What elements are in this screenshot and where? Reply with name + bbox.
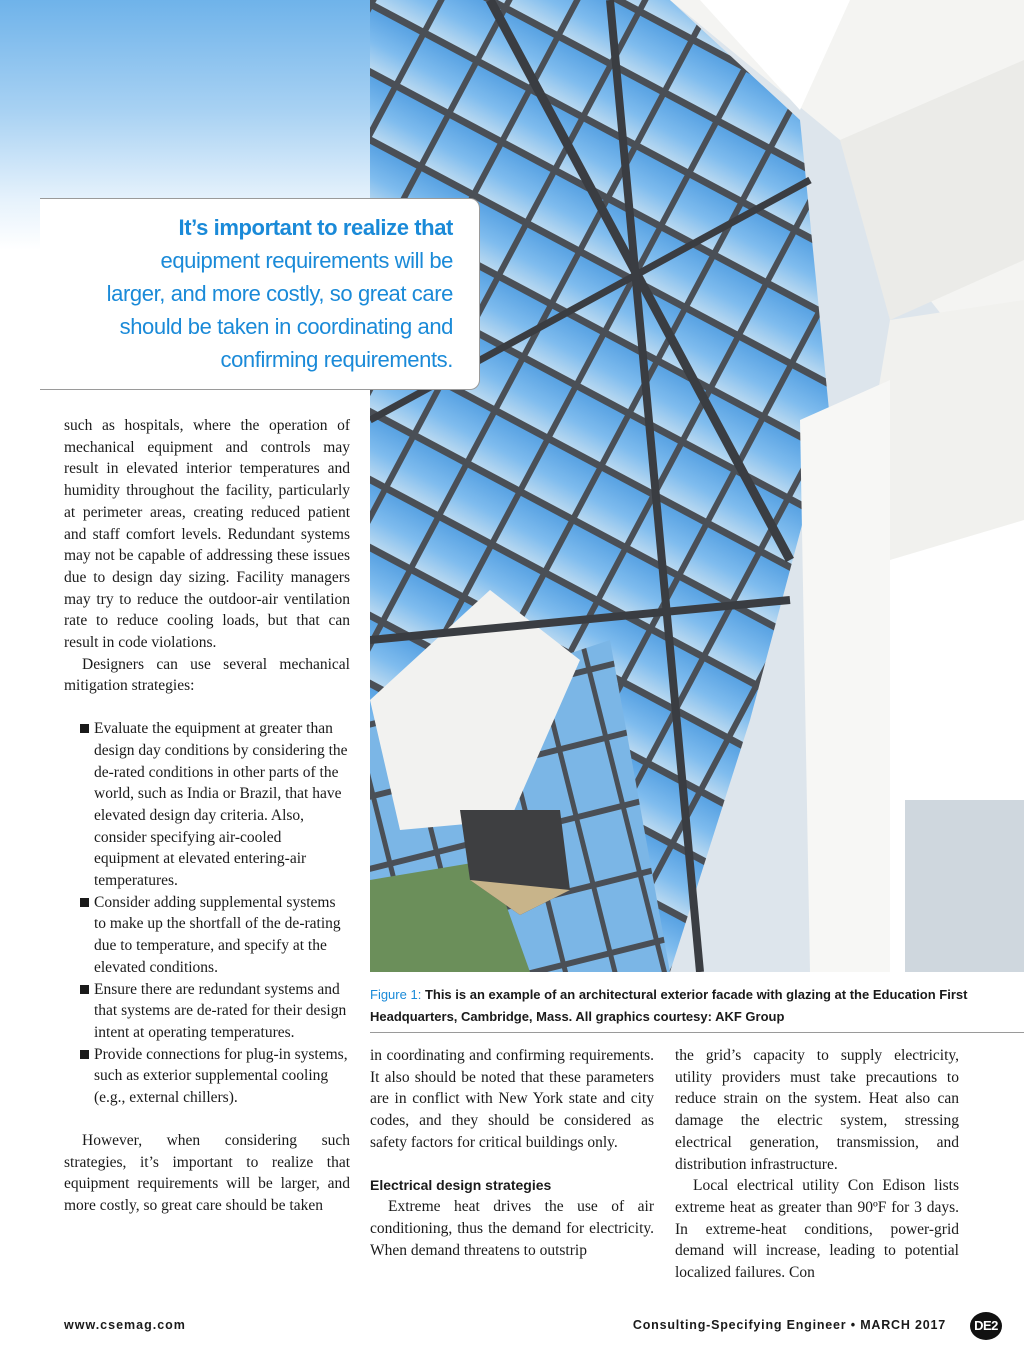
column-2-paragraph-2: Extreme heat drives the use of air conditioning, thus the demand for electricity. When demand threatens to outstrip (370, 1198, 654, 1259)
column-1-paragraph-1: such as hospitals, where the operation of mechanical equipment and controls may result in elevated interior temperatures and humidity throughout the facility, particularly at perimeter areas, creating reduced patient and staff comfort levels. Redundant systems may not be capable of addressing these issues due to design day sizing. Facility managers may try to reduce the outdoor-air ventilation rate to reduce cooling loads, but that can result in code violations. (64, 417, 350, 652)
section-heading-electrical: Electrical design strategies (370, 1176, 552, 1193)
list-item: Evaluate the equipment at greater than design day conditions by considering the de-rated conditions in other parts of the world, such as India or Brazil, that have elevated design day criteria. Also, consider specifying air-cooled equipment at elevated entering-air temperatures. (64, 718, 350, 892)
pull-quote-line-2: equipment requirements will be (160, 248, 453, 273)
list-item: Ensure there are redundant systems and that systems are de-rated for their design intent at operating temperatures. (64, 979, 350, 1044)
figure-caption-text: This is an example of an architectural exterior facade with glazing at the Education First Headquarters, Cambridge, Mass. All graphics courtesy: AKF Group (370, 987, 968, 1024)
bullet-square-icon (80, 898, 89, 907)
facade-photo (370, 0, 1024, 972)
column-1-paragraph-2: Designers can use several mechanical mitigation strategies: (64, 655, 350, 695)
figure-caption (370, 984, 1010, 1028)
pull-quote-line-1: It’s important to realize that (178, 215, 453, 240)
bullet-square-icon (80, 724, 89, 733)
bullet-square-icon (80, 1050, 89, 1059)
footer-url: www.csemag.com (64, 1318, 186, 1332)
column-2 (370, 1045, 654, 1261)
footer-publication: Consulting-Specifying Engineer • MARCH 2017 (632, 1318, 946, 1332)
column-1 (64, 415, 350, 1217)
pull-quote-line-3: larger, and more costly, so great care (106, 281, 453, 306)
bullet-square-icon (80, 985, 89, 994)
column-1-paragraph-3: However, when considering such strategies, it’s important to realize that equipment requirements will be larger, and more costly, so great care should be taken (64, 1131, 350, 1214)
column-2-paragraph-1: in coordinating and confirming requirements. It also should be noted that these parameters are in conflict with New York state and city codes, and they should be considered as safety factors for critical buildings only. (370, 1047, 654, 1151)
figure-label: Figure 1: (370, 987, 422, 1002)
pull-quote-line-5: confirming requirements. (220, 347, 453, 372)
pull-quote (40, 198, 480, 390)
column-3-paragraph-2: Local electrical utility Con Edison lists extreme heat as greater than 90ºF for 3 days. In extreme-heat conditions, power-grid demand will increase, leading to potential localized failures. Con (675, 1177, 959, 1282)
column-3-paragraph-1: the grid’s capacity to supply electricity, utility providers must take precautions to reduce strain on the system. Heat also can damage the electric system, stressing electrical generation, transmission, and distribution infrastructure. (675, 1047, 959, 1173)
page-number-badge: DE2 (970, 1312, 1002, 1340)
mitigation-strategies-list (64, 718, 350, 1109)
caption-divider (370, 1032, 1024, 1033)
column-3 (675, 1045, 959, 1284)
pull-quote-line-4: should be taken in coordinating and (119, 314, 453, 339)
list-item: Consider adding supplemental systems to make up the shortfall of the de-rating due to temperature, and specify at the elevated conditions. (64, 892, 350, 979)
list-item: Provide connections for plug-in systems, such as exterior supplemental cooling (e.g., external chillers). (64, 1044, 350, 1109)
glazing-facade-illustration (370, 0, 1024, 972)
